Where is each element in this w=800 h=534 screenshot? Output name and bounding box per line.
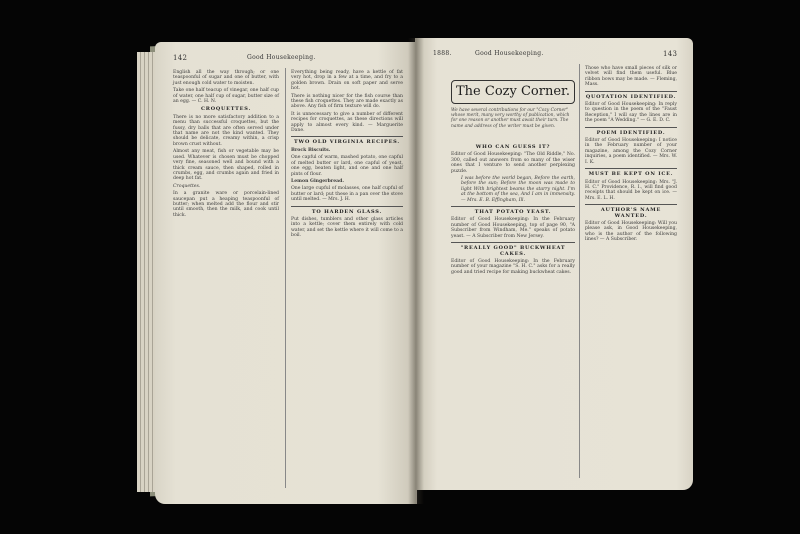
right-col2-text-2: Editor of Good Housekeeping: I notice in the February number of your magazine, among the Cozy Corner inquiries, a poem identified. — Mrs. W. I. K. [585,138,677,165]
right-col2-text-1: Editor of Good Housekeeping: In reply to question in the poem of the "Faust Reception," I will say the lines are in the poem "A Wedding." — G. E. D. C. [585,102,677,124]
left-col1-text-2: There is no more satisfactory addition to a menu than successful croquettes, but the fussy, dry balls that are often served under that name are not the kind wanted. They should be delicate, creamy within, a crisp brown crust without. [173,114,279,147]
buckwheat-cakes-heading: "REALLY GOOD" BUCKWHEAT CAKES. [460,245,566,257]
left-col2-text-6: Put dishes, tumblers and other glass articles into a kettle; cover them entirely with cold water, and set the kettle where it will come to a boil. [291,216,403,239]
lemon-gingerbread-heading: Lemon Gingerbread. [291,178,344,184]
virginia-recipes-heading: TWO OLD VIRGINIA RECIPES. [294,139,400,146]
left-page [155,42,417,504]
potato-yeast-heading: THAT POTATO YEAST. [474,209,552,216]
right-page-column-1 [451,142,575,480]
croquettes-heading: CROQUETTES. [200,106,252,113]
right-col1-text-3: Editor of Good Housekeeping: In the February number of your magazine "S. H. C." asks for a really good and tried recipe for making buckwheat cakes. [451,258,575,275]
column-rule [579,64,580,478]
left-col2-text-5: One large cupful of molasses, one half cupful of butter or lard; put these in a pan over the stove until melted. — Mrs. J. H. [291,186,403,203]
author-name-wanted-heading: AUTHOR'S NAME WANTED. [600,207,662,219]
left-col2-text-0: Everything being ready, have a kettle of fat very hot, drop in a few at a time, and fry to a golden brown. Drain on soft paper and serve hot. [291,70,403,92]
kept-on-ice-heading: MUST BE KEPT ON ICE. [588,171,674,178]
left-col2-text-4: One capful of warm, mashed potato, one capful of melted butter or lard, one capful of yeast, one egg, beaten light, and one and one half pints of flour. [291,155,403,177]
right-page [415,38,693,490]
who-can-guess-heading: WHO CAN GUESS IT? [475,144,551,150]
book-gutter-shadow [408,38,424,504]
cozy-corner-title: The Cozy Corner. [451,80,575,104]
poem-identified-heading: POEM IDENTIFIED. [596,129,666,136]
left-col1-text-1: Take one half teacup of vinegar, one half cup of water, one half cup of sugar, butter size of an egg. — C. H. N. [173,88,279,105]
right-page-column-2 [585,66,677,480]
left-page-column-2 [291,70,403,490]
left-col2-text-2: It is unnecessary to give a number of different recipes for croquettes, as these directions will apply to almost every kind. — Marguerite Dane. [291,111,403,134]
divider [585,204,677,205]
divider [585,127,677,128]
harden-glass-heading: TO HARDEN GLASS. [311,208,383,215]
right-col1-text-0: Editor of Good Housekeeping: "The Old Riddle," No. 300, called out answers from so many of the wiser ones that I venture to send another perplexing puzzle. [451,152,575,174]
riddle-poem: I was before the world began, Before the earth, before the sun; Before the moon was made to light With brightest beams the starry night. I'm at the bottom of the sea, And I am in immensity. — Mrs. E. B. Effingham, Ill. [461,176,575,203]
right-col2-text-3: Editor of Good Housekeeping: Mrs. "J. H. C." Providence, R. I., will find good receipts that should be kept on ice. — Mrs. E. L. H. [585,179,677,201]
left-page-header: Good Housekeeping. [247,54,316,61]
cozy-corner-intro: We have several contributions for our "Cozy Corner" whose merit, many very worthy of publication, which for one reason or another must await their turn. The name and address of the writer must be given. [451,108,570,129]
left-col1-text-0: English all the way through; or one teaspoonful of sugar and one of butter, with just enough cold water to moisten. [173,70,279,86]
left-page-column-1 [173,70,279,490]
divider [451,242,575,243]
left-col1-text-4: In a granite ware or porcelain-lined saucepan put a heaping teaspoonful of butter; when melted add the flour and stir until smooth, then the milk, and cook until thick. [173,191,279,218]
brock-biscuits-heading: Brock Biscuits. [291,147,331,153]
column-rule [285,68,286,488]
right-col2-text-4: Editor of Good Housekeeping: Will you please ask, in Good Housekeeping, who is the author of the following lines? — A Subscriber. [585,220,677,243]
left-col1-text-3: Almost any meat, fish or vegetable may be used. Whatever is chosen must be chopped very fine, seasoned well and bound with a thick cream sauce, then shaped, rolled in crumbs, egg, and crumbs again and fried in deep hot fat. [173,149,279,182]
right-page-year: 1888. [433,50,452,57]
divider [451,206,575,207]
divider [291,136,403,137]
left-col1-subheading-4: Croquettes. [173,183,201,189]
divider [585,91,677,92]
quotation-identified-heading: QUOTATION IDENTIFIED. [585,93,677,100]
left-page-number: 142 [173,54,188,62]
left-col2-text-1: There is nothing nicer for the fish course than these fish croquettes. They are made exactly as above. Any fish of firm texture will do. [291,93,403,110]
right-col2-text-0: Those who have small pieces of silk or velvet will find them useful. Blue ribbon bows may be made. — Fleming, Mass. [585,66,677,88]
right-page-number: 143 [663,50,678,58]
divider [291,206,403,207]
divider [585,168,677,169]
right-col1-text-2: Editor of Good Housekeeping: In the February number of Good Housekeeping, top of page 90, "A Subscriber from Windham, Me." speaks of potato yeast. — A Subscriber from New Jersey. [451,217,575,239]
right-page-header: Good Housekeeping. [475,50,544,57]
